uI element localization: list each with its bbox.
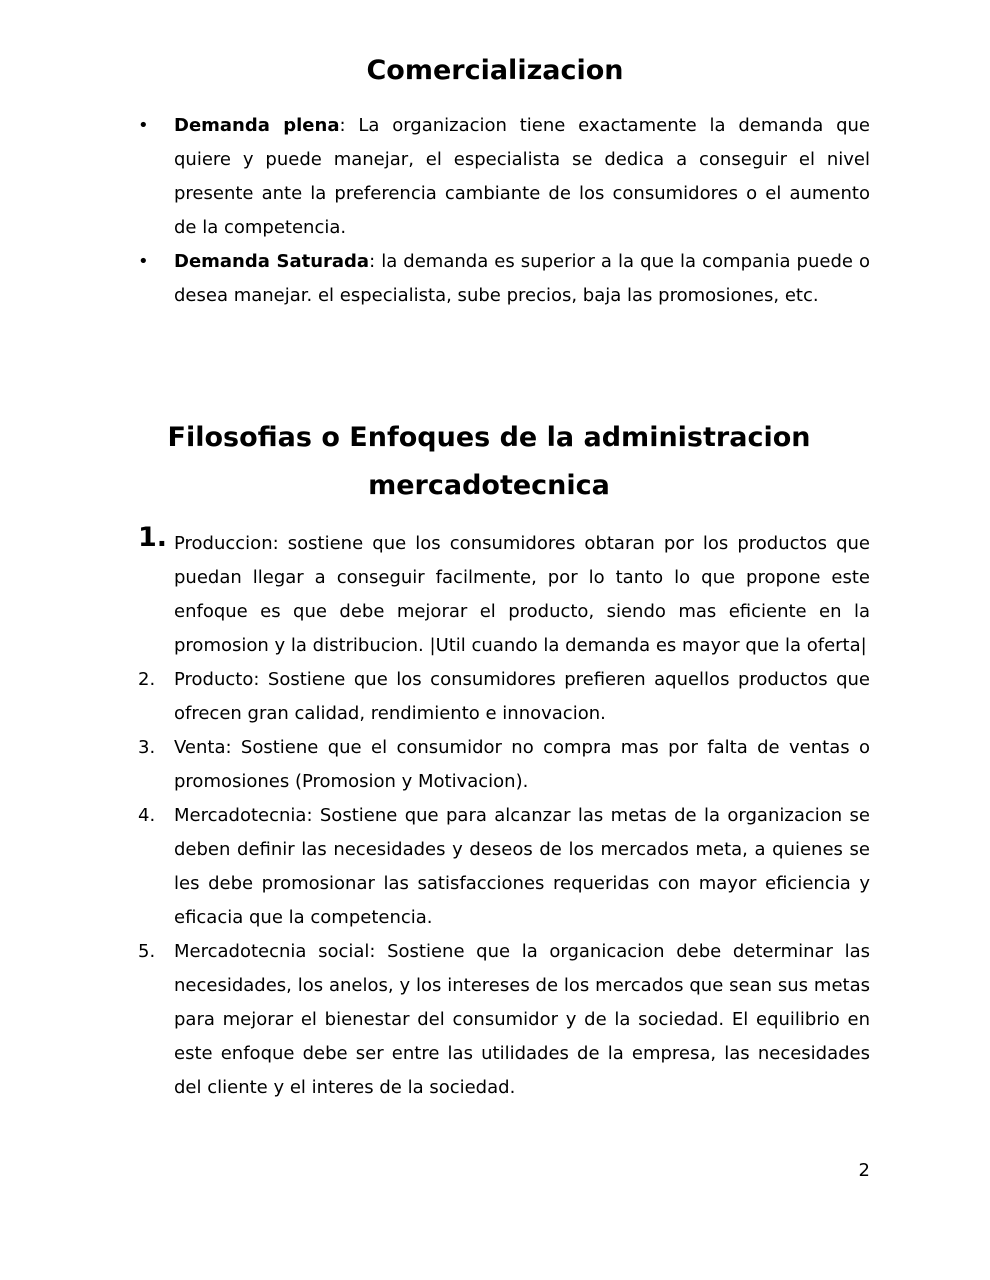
bullet-description: : la demanda es superior a la que la compania puede o desea manejar. el especialista, sube precios, baja las promosiones, etc. (174, 251, 871, 306)
numbered-item (0, 731, 990, 799)
bullet-description: : La organizacion tiene exactamente la demanda que quiere y puede manejar, el especialista se dedica a conseguir el nivel presente ante la preferencia cambiante de los consumidores o el aumento de la competencia. (174, 115, 870, 238)
section-title-filosofias: Filosofias o Enfoques de la administracion mercadotecnica (167, 422, 811, 501)
item-text: Mercadotecnia social: Sostiene que la organicacion debe determinar las necesidades, los anelos, y los intereses de los mercados que sean sus metas para mejorar el bienestar del consumidor y de la sociedad. El equilibrio en este enfoque debe ser entre las utilidades de la empresa, las necesidades del cliente y el interes de la sociedad. (174, 941, 870, 1098)
numbered-item (0, 663, 990, 731)
bullet-item (0, 109, 990, 245)
item-text: Venta: Sostiene que el consumidor no compra mas por falta de ventas o promosiones (Promosion y Motivacion). (174, 737, 870, 792)
bullet-marker: • (138, 115, 149, 136)
bullet-item (0, 245, 990, 313)
item-number: 5. (138, 941, 156, 962)
item-number: 2. (138, 669, 156, 690)
page-number: 2 (858, 1160, 870, 1181)
numbered-item (0, 935, 990, 1105)
bullet-term: Demanda Saturada (174, 251, 370, 272)
item-number: 4. (138, 805, 156, 826)
bullet-term: Demanda plena (174, 115, 340, 136)
bullet-text (174, 109, 870, 245)
item-text: Mercadotecnia: Sostiene que para alcanzar las metas de la organizacion se deben definir las necesidades y deseos de los mercados meta, a quienes se les debe promosionar las satisfacciones requeridas con mayor eficiencia y eficacia que la competencia. (174, 805, 870, 928)
item-text: Produccion: sostiene que los consumidores obtaran por los productos que puedan llegar a conseguir facilmente, por lo tanto lo que propone este enfoque es que debe mejorar el producto, siendo mas eficiente en la promosion y la distribucion. |Util cuando la demanda es mayor que la oferta| (174, 533, 870, 656)
numbered-item (0, 522, 990, 663)
bullet-text (174, 245, 870, 313)
philosophy-numbered-list (0, 522, 990, 1105)
numbered-item (0, 799, 990, 935)
item-number: 1. (138, 522, 168, 553)
section-title-comercializacion: Comercializacion (366, 55, 624, 86)
item-number: 3. (138, 737, 156, 758)
bullet-marker: • (138, 251, 149, 272)
demand-bullet-list (0, 109, 990, 313)
item-text: Producto: Sostiene que los consumidores prefieren aquellos productos que ofrecen gran calidad, rendimiento e innovacion. (174, 669, 870, 724)
